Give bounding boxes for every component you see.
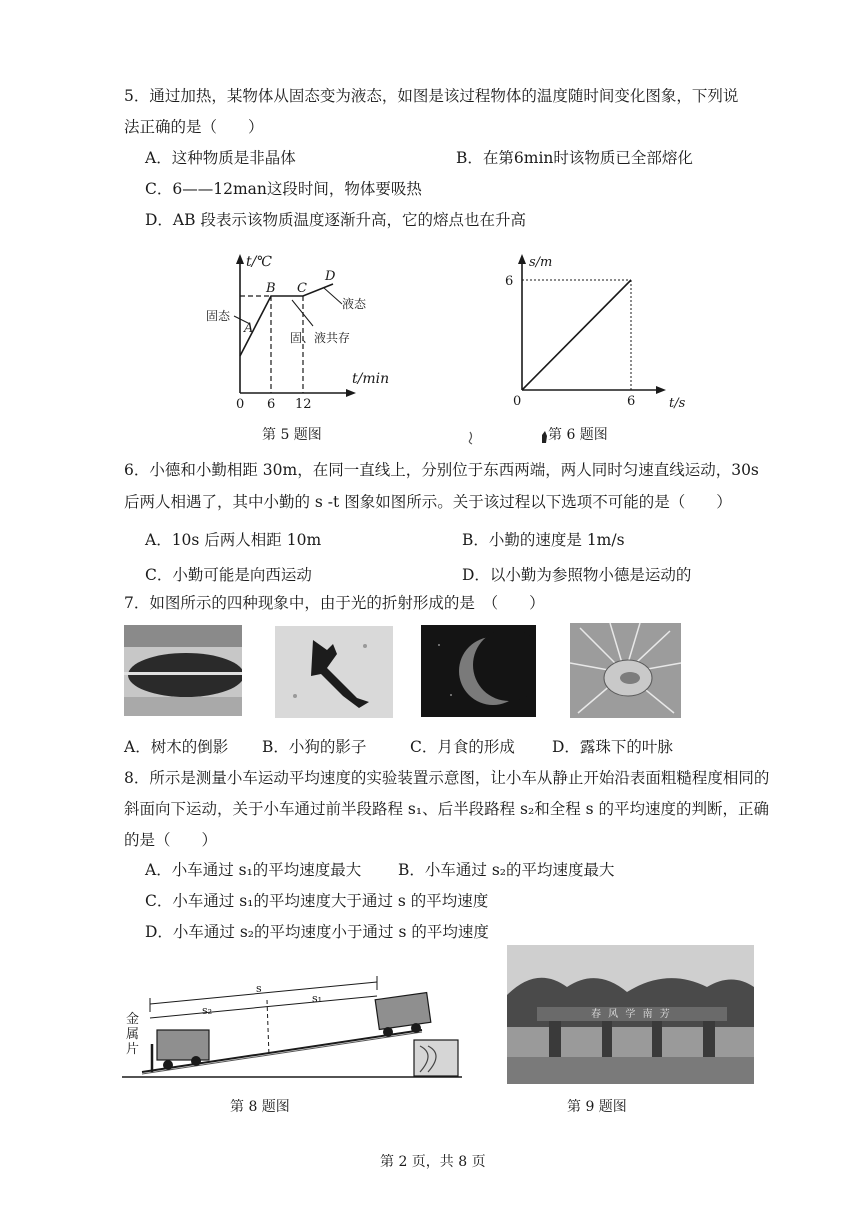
scan-marks — [466, 429, 556, 445]
q8-incline-diagram — [122, 972, 467, 1084]
q8-s-line — [150, 982, 377, 1004]
q5-y-axis-arrow — [236, 254, 244, 264]
q8-stem-line2: 斜面向下运动，关于小车通过前半段路程 s₁、后半段路程 s₂和全程 s 的平均速度的判断，正确 — [124, 800, 770, 818]
q8-option-a: A．小车通过 s₁的平均速度最大 — [145, 861, 362, 879]
q9-sign-text: 春 风 学 南 芳 — [591, 1009, 672, 1020]
q7-photo-tree-reflection — [124, 625, 242, 716]
q5-option-a: A．这种物质是非晶体 — [145, 149, 296, 167]
q5-x-tick-6: 6 — [267, 397, 276, 412]
q7-stem: 7．如图所示的四种现象中，由于光的折射形成的是 （ ） — [124, 594, 545, 612]
q5-point-d: D — [325, 269, 336, 284]
q8-option-c: C．小车通过 s₁的平均速度大于通过 s 的平均速度 — [145, 892, 489, 910]
q5-label-liquid: 液态 — [342, 297, 367, 311]
q8-cart-bottom-wheel-left — [163, 1060, 173, 1070]
q5-stem-line2: 法正确的是（ ） — [124, 118, 264, 136]
q5-stem-line1: 5．通过加热，某物体从固态变为液态，如图是该过程物体的温度随时间变化图象，下列说 — [124, 87, 739, 105]
q6-series-line — [522, 280, 631, 390]
scan-mark-left — [469, 432, 472, 444]
q5-label-solid: 固态 — [206, 309, 231, 323]
q6-x-axis-arrow — [656, 386, 666, 394]
q8-s2-label: s₂ — [202, 1004, 213, 1017]
q6-y-tick-6: 6 — [505, 274, 514, 289]
q6-option-d: D．以小勤为参照物小德是运动的 — [462, 566, 692, 584]
q6-origin-label: 0 — [513, 394, 522, 409]
q5-label-mixed: 固、液共存 — [290, 331, 351, 345]
q8-stem-line1: 8．所示是测量小车运动平均速度的实验装置示意图，让小车从静止开始沿表面粗糙程度相同的 — [124, 769, 770, 787]
q8-s1s2-line — [150, 996, 377, 1018]
q8-cart-top-wheel-right — [411, 1023, 421, 1033]
q5-x-tick-12: 12 — [295, 397, 312, 412]
q6-stem-line1: 6．小德和小勤相距 30m，在同一直线上，分别位于东西两端，两人同时匀速直线运动，30s — [124, 461, 759, 479]
q8-cart-top-wheel-left — [383, 1027, 393, 1037]
q5-point-b: B — [266, 281, 276, 296]
q7-photo-dewdrop-leaf — [570, 623, 681, 718]
q9-photo-gate — [507, 945, 754, 1084]
q5-x-axis-arrow — [346, 389, 356, 397]
q8-metal-plate-label: 金属片 — [126, 1012, 140, 1057]
q8-s1-label: s₁ — [312, 992, 323, 1005]
q6-y-axis-label: s/m — [529, 255, 553, 270]
q8-midpoint-dash — [267, 1000, 269, 1056]
q5-option-b: B．在第6min时该物质已全部熔化 — [456, 149, 693, 167]
q5-figure-caption: 第 5 题图 — [262, 427, 322, 443]
q5-temperature-time-graph — [200, 248, 400, 416]
q6-stem-line2: 后两人相遇了，其中小勤的 s -t 图象如图所示。关于该过程以下选项不可能的是（ ） — [124, 493, 732, 511]
scan-mark-right — [542, 431, 547, 443]
q5-option-d: D．AB 段表示该物质温度逐渐升高，它的熔点也在升高 — [145, 211, 526, 229]
q6-distance-time-graph — [495, 250, 695, 418]
page-footer: 第 2 页，共 8 页 — [380, 1154, 486, 1170]
q8-cart-top — [375, 993, 431, 1030]
q8-stem-line3: 的是（ ） — [124, 831, 218, 849]
q5-x-axis-label: t/min — [352, 371, 390, 387]
q5-option-c: C．6——12man这段时间，物体要吸热 — [145, 180, 422, 198]
q8-option-b: B．小车通过 s₂的平均速度最大 — [398, 861, 615, 879]
q5-pointer-liquid — [324, 288, 342, 304]
q8-cart-bottom — [157, 1030, 209, 1060]
q8-figure-caption: 第 8 题图 — [230, 1099, 290, 1115]
q5-point-a: A — [244, 321, 254, 336]
q7-option-c: C．月食的形成 — [410, 738, 515, 756]
q6-option-a: A．10s 后两人相距 10m — [145, 531, 322, 549]
q5-curve — [240, 284, 333, 356]
q9-figure-caption: 第 9 题图 — [567, 1099, 627, 1115]
q7-photo-lunar-eclipse — [421, 625, 536, 717]
q7-option-a: A．树木的倒影 — [124, 738, 229, 756]
q8-s-label: s — [256, 982, 262, 995]
q6-x-axis-label: t/s — [669, 396, 686, 411]
q6-option-b: B．小勤的速度是 1m/s — [462, 531, 625, 549]
q5-origin-label: 0 — [236, 397, 245, 412]
q5-point-c: C — [297, 281, 307, 296]
q5-y-axis-label: t/℃ — [246, 254, 273, 270]
q8-cart-bottom-wheel-right — [191, 1056, 201, 1066]
q8-option-d: D．小车通过 s₂的平均速度小于通过 s 的平均速度 — [145, 923, 489, 941]
q6-y-axis-arrow — [518, 254, 526, 264]
q7-option-d: D．露珠下的叶脉 — [552, 738, 673, 756]
q6-option-c: C．小勤可能是向西运动 — [145, 566, 312, 584]
q7-option-b: B．小狗的影子 — [262, 738, 367, 756]
q6-x-tick-6: 6 — [627, 394, 636, 409]
q7-photo-dog-shadow — [275, 626, 393, 718]
q6-figure-caption: 第 6 题图 — [548, 427, 608, 443]
